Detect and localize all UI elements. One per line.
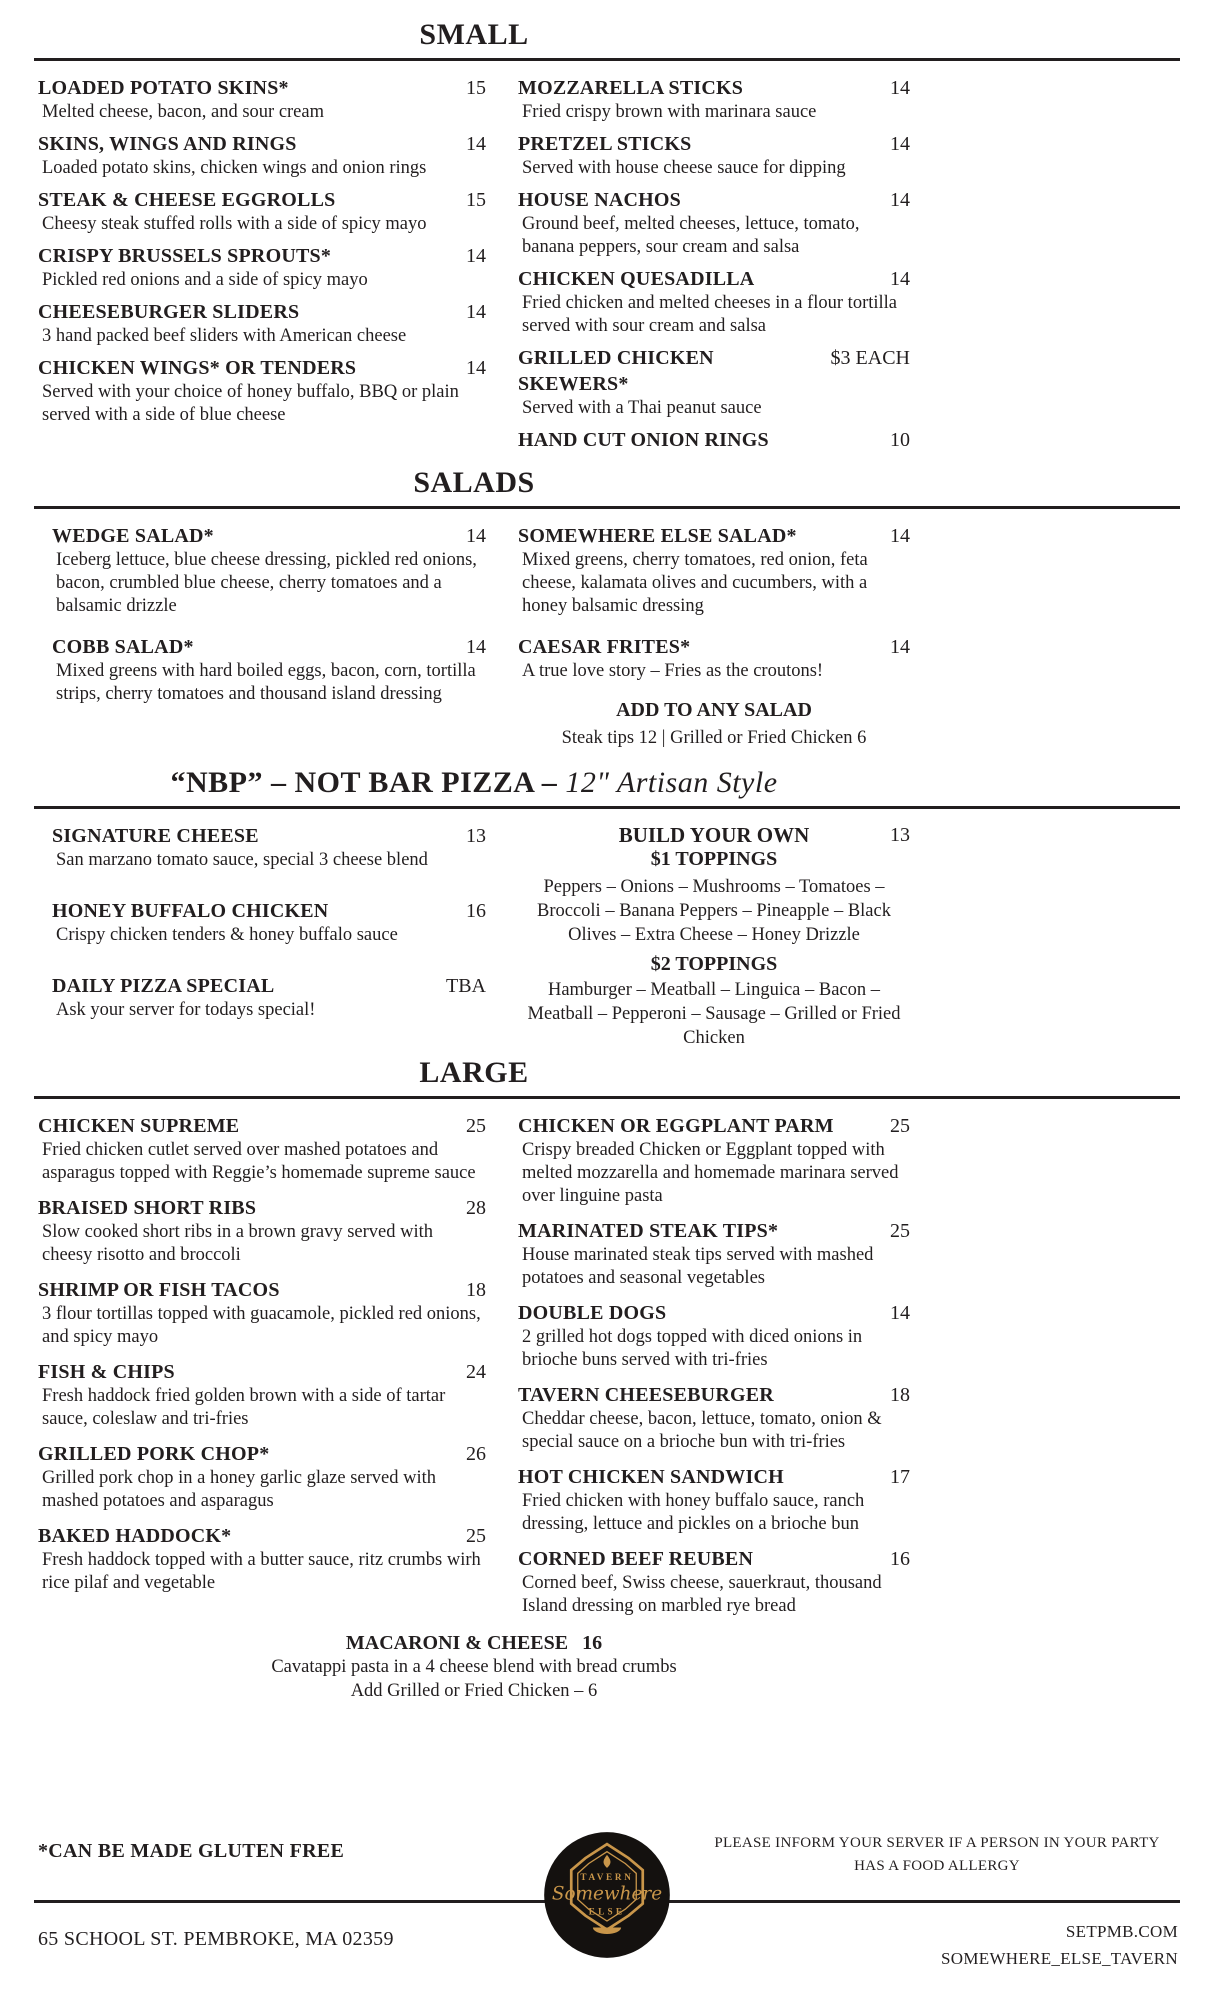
gluten-free-note: *CAN BE MADE GLUTEN FREE [38, 1840, 345, 1862]
section-heading-salads: SALADS [413, 466, 535, 499]
menu-item [38, 131, 486, 180]
menu-item-price: 14 [890, 525, 910, 547]
menu-item [518, 345, 910, 420]
toppings-1-list: Peppers – Onions – Mushrooms – Tomatoes – Broccoli – Banana Peppers – Pineapple – Black Olives – Extra Cheese – Honey Drizzle [537, 877, 891, 945]
toppings-1-heading: $1 TOPPINGS [650, 848, 778, 870]
menu-item-desc: 3 hand packed beef sliders with American cheese [42, 326, 407, 346]
menu-item-name: CHICKEN SUPREME [38, 1115, 240, 1137]
menu-item-name: CHICKEN WINGS* OR TENDERS [38, 357, 357, 379]
build-your-own-price: 13 [890, 824, 910, 846]
menu-item-name: TAVERN CHEESEBURGER [518, 1384, 774, 1406]
macaroni-name: MACARONI & CHEESE [345, 1632, 569, 1654]
allergy-note: PLEASE INFORM YOUR SERVER IF A PERSON IN YOUR PARTY HAS A FOOD ALLERGY [714, 1835, 1160, 1874]
menu-item-name: PRETZEL STICKS [518, 133, 692, 155]
menu-item-price: 25 [466, 1525, 486, 1547]
macaroni-desc: Cavatappi pasta in a 4 cheese blend with bread crumbs [271, 1657, 677, 1677]
logo-word-somewhere: Somewhere [551, 1883, 663, 1905]
menu-item-name: MOZZARELLA STICKS [518, 77, 744, 99]
menu-item [518, 427, 910, 453]
menu-item-desc: 2 grilled hot dogs topped with diced onions in brioche buns served with tri-fries [522, 1327, 863, 1370]
menu-item-price: 14 [466, 525, 486, 547]
pizza-heading-style: 12" Artisan Style [565, 766, 778, 799]
menu-item [38, 1441, 486, 1513]
menu-item-name: SOMEWHERE ELSE SALAD* [518, 525, 797, 547]
menu-item-desc: Slow cooked short ribs in a brown gravy served with cheesy risotto and broccoli [42, 1222, 434, 1265]
menu-item-price: 14 [890, 268, 910, 290]
menu-item-price: 14 [890, 133, 910, 155]
section-small [0, 0, 1214, 466]
street-address: 65 SCHOOL ST. PEMBROKE, MA 02359 [38, 1928, 394, 1950]
menu-item-name: CRISPY BRUSSELS SPROUTS* [38, 245, 332, 267]
pizza-right-column [518, 823, 910, 1050]
menu-item [518, 523, 910, 618]
menu-item-name: BAKED HADDOCK* [38, 1525, 232, 1547]
section-salads [0, 466, 1214, 756]
menu-item-price: 14 [890, 189, 910, 211]
menu-item [38, 187, 486, 236]
menu-item [52, 823, 486, 872]
salads-left-column [38, 523, 486, 750]
pizza-heading-main: “NBP” – NOT BAR PIZZA – [170, 766, 566, 799]
menu-item-price: 14 [466, 301, 486, 323]
menu-item-desc: Crispy chicken tenders & honey buffalo sauce [56, 925, 398, 945]
menu-item-desc: Mixed greens, cherry tomatoes, red onion, feta cheese, kalamata olives and cucumbers, with a honey balsamic dressing [522, 550, 868, 616]
toppings-2-list: Hamburger – Meatball – Linguica – Bacon – Meatball – Pepperoni – Sausage – Grilled or Fried Chicken [527, 980, 901, 1048]
menu-item-name: BRAISED SHORT RIBS [38, 1197, 257, 1219]
menu-item-desc: Cheesy steak stuffed rolls with a side of spicy mayo [42, 214, 427, 234]
menu-item-desc: Fresh haddock fried golden brown with a side of tartar sauce, coleslaw and tri-fries [42, 1386, 446, 1429]
section-heading-small: SMALL [419, 18, 529, 51]
menu-item-price: 17 [890, 1466, 910, 1488]
menu-item [38, 299, 486, 348]
menu-item-price: 14 [466, 245, 486, 267]
menu-item [518, 1300, 910, 1372]
menu-item-price: 13 [466, 825, 486, 847]
menu-item-desc: Iceberg lettuce, blue cheese dressing, pickled red onions, bacon, crumbled blue cheese, cherry tomatoes and a balsamic drizzle [56, 550, 477, 616]
small-right-column [518, 75, 910, 460]
build-your-own-name: BUILD YOUR OWN [618, 823, 810, 847]
menu-item-price: TBA [446, 975, 486, 997]
menu-item-price: $3 EACH [830, 347, 910, 369]
menu-item-price: 14 [890, 77, 910, 99]
menu-item-name: STEAK & CHEESE EGGROLLS [38, 189, 336, 211]
menu-item [518, 1218, 910, 1290]
large-right-column [518, 1113, 910, 1628]
footer [0, 1818, 1214, 2000]
menu-item [38, 355, 486, 427]
menu-item-desc: Corned beef, Swiss cheese, sauerkraut, thousand Island dressing on marbled rye bread [522, 1573, 882, 1616]
salads-right-items [518, 523, 910, 683]
menu-item-price: 28 [466, 1197, 486, 1219]
macaroni-addon: Add Grilled or Fried Chicken – 6 [350, 1681, 598, 1701]
menu-item-name: SKINS, WINGS AND RINGS [38, 133, 297, 155]
menu-item-price: 14 [466, 636, 486, 658]
logo-word-tavern: TAVERN [580, 1871, 634, 1882]
menu-item-price: 18 [466, 1279, 486, 1301]
menu-item [52, 634, 486, 706]
menu-item-desc: Served with house cheese sauce for dipping [522, 158, 846, 178]
menu-item [52, 973, 486, 1022]
macaroni-price: 16 [582, 1632, 603, 1654]
macaroni-item [38, 1632, 910, 1703]
menu-item-name: WEDGE SALAD* [52, 525, 214, 547]
menu-item [518, 75, 910, 124]
menu-item-name: CHICKEN QUESADILLA [518, 268, 755, 290]
menu-item-price: 24 [466, 1361, 486, 1383]
salads-right-column [518, 523, 910, 750]
menu-item [518, 1546, 910, 1618]
menu-item-name: CAESAR FRITES* [518, 636, 691, 658]
menu-item-desc: Ground beef, melted cheeses, lettuce, tomato, banana peppers, sour cream and salsa [522, 214, 860, 257]
menu-item-price: 14 [890, 636, 910, 658]
menu-item-name: HAND CUT ONION RINGS [518, 429, 769, 451]
menu-item-desc: House marinated steak tips served with mashed potatoes and seasonal vegetables [522, 1245, 874, 1288]
menu-item [38, 1359, 486, 1431]
menu-item-desc: Fried chicken with honey buffalo sauce, ranch dressing, lettuce and pickles on a brioche bun [522, 1491, 865, 1534]
section-large [0, 1056, 1214, 1703]
menu-item [38, 1277, 486, 1349]
menu-item-name: CORNED BEEF REUBEN [518, 1548, 754, 1570]
instagram-handle: SOMEWHERE_ELSE_TAVERN [941, 1949, 1178, 1969]
menu-item [518, 1464, 910, 1536]
menu-item-desc: Ask your server for todays special! [56, 1000, 316, 1020]
menu-item-name: DAILY PIZZA SPECIAL [52, 975, 275, 997]
menu-item [38, 1523, 486, 1595]
section-pizza [0, 756, 1214, 1056]
toppings-2-heading: $2 TOPPINGS [650, 953, 778, 975]
logo-word-else: ELSE [588, 1906, 626, 1917]
menu-item [38, 75, 486, 124]
menu-item-name: HOT CHICKEN SANDWICH [518, 1466, 784, 1488]
menu-item-price: 16 [466, 900, 486, 922]
menu-item-name: MARINATED STEAK TIPS* [518, 1220, 779, 1242]
menu-item-price: 26 [466, 1443, 486, 1465]
menu-item-desc: Fried crispy brown with marinara sauce [522, 102, 817, 122]
menu-item [38, 1113, 486, 1185]
menu-item-desc: Served with a Thai peanut sauce [522, 398, 762, 418]
tavern-logo-graphic [542, 1830, 672, 1960]
menu-item-name: SIGNATURE CHEESE [52, 825, 259, 847]
menu-item-price: 18 [890, 1384, 910, 1406]
section-heading-large: LARGE [419, 1056, 529, 1089]
menu-item-desc: Served with your choice of honey buffalo, BBQ or plain served with a side of blue cheese [42, 382, 459, 425]
build-your-own [518, 823, 910, 848]
menu-item-name: DOUBLE DOGS [518, 1302, 667, 1324]
menu-item-desc: Pickled red onions and a side of spicy mayo [42, 270, 368, 290]
menu-item-desc: Crispy breaded Chicken or Eggplant topped with melted mozzarella and homemade marinara served over linguine pasta [522, 1140, 899, 1206]
menu-item-desc: A true love story – Fries as the croutons! [522, 661, 824, 681]
section-heading-pizza [38, 766, 910, 800]
menu-item-name: CHEESEBURGER SLIDERS [38, 301, 300, 323]
menu-item [52, 898, 486, 947]
large-left-column [38, 1113, 486, 1628]
menu-item-price: 25 [890, 1115, 910, 1137]
menu-item-name: FISH & CHIPS [38, 1361, 175, 1383]
menu-item [518, 266, 910, 338]
menu-item-desc: San marzano tomato sauce, special 3 cheese blend [56, 850, 428, 870]
menu-item [52, 523, 486, 618]
menu-item-desc: Fried chicken and melted cheeses in a flour tortilla served with sour cream and salsa [522, 293, 898, 336]
menu-item-desc: Mixed greens with hard boiled eggs, bacon, corn, tortilla strips, cherry tomatoes and thousand island dressing [56, 661, 476, 704]
menu-item-price: 16 [890, 1548, 910, 1570]
menu-item-desc: Fried chicken cutlet served over mashed potatoes and asparagus topped with Reggie’s homemade supreme sauce [42, 1140, 476, 1183]
menu-item-price: 15 [466, 189, 486, 211]
menu-item [38, 1195, 486, 1267]
menu-item-name: HOUSE NACHOS [518, 189, 681, 211]
menu-item [518, 1113, 910, 1208]
menu-item-name: GRILLED CHICKEN SKEWERS* [518, 347, 714, 395]
tavern-logo [542, 1830, 672, 1960]
website: SETPMB.COM [1065, 1922, 1178, 1941]
menu-item-name: SHRIMP OR FISH TACOS [38, 1279, 280, 1301]
menu-item-price: 14 [466, 357, 486, 379]
menu-item-price: 15 [466, 77, 486, 99]
menu-item-desc: Grilled pork chop in a honey garlic glaze served with mashed potatoes and asparagus [42, 1468, 437, 1511]
menu-item-name: CHICKEN OR EGGPLANT PARM [518, 1115, 834, 1137]
menu-item-name: COBB SALAD* [52, 636, 194, 658]
menu-item-price: 25 [466, 1115, 486, 1137]
footer-links [941, 1918, 1178, 1972]
menu-item-price: 14 [466, 133, 486, 155]
menu-item-name: GRILLED PORK CHOP* [38, 1443, 270, 1465]
menu-item-price: 25 [890, 1220, 910, 1242]
pizza-left-column [38, 823, 486, 1050]
add-to-any-salad-heading: ADD TO ANY SALAD [616, 699, 812, 721]
add-to-any-salad-options: Steak tips 12 | Grilled or Fried Chicken 6 [561, 728, 867, 748]
menu-item-desc: Melted cheese, bacon, and sour cream [42, 102, 324, 122]
menu-item [518, 187, 910, 259]
menu-item-name: HONEY BUFFALO CHICKEN [52, 900, 329, 922]
menu-item-desc: Loaded potato skins, chicken wings and onion rings [42, 158, 427, 178]
small-left-column [38, 75, 486, 460]
menu-item-desc: Cheddar cheese, bacon, lettuce, tomato, onion & special sauce on a brioche bun with tri-fries [522, 1409, 882, 1452]
menu-item-desc: Fresh haddock topped with a butter sauce, ritz crumbs wirh rice pilaf and vegetable [42, 1550, 481, 1593]
menu-item-name: LOADED POTATO SKINS* [38, 77, 289, 99]
add-to-any-salad [518, 699, 910, 750]
menu-item-desc: 3 flour tortillas topped with guacamole, pickled red onions, and spicy mayo [42, 1304, 481, 1347]
menu-item [38, 243, 486, 292]
menu-item-price: 14 [890, 1302, 910, 1324]
menu-item [518, 1382, 910, 1454]
menu-item [518, 634, 910, 683]
menu-item [518, 131, 910, 180]
menu-item-price: 10 [890, 429, 910, 451]
